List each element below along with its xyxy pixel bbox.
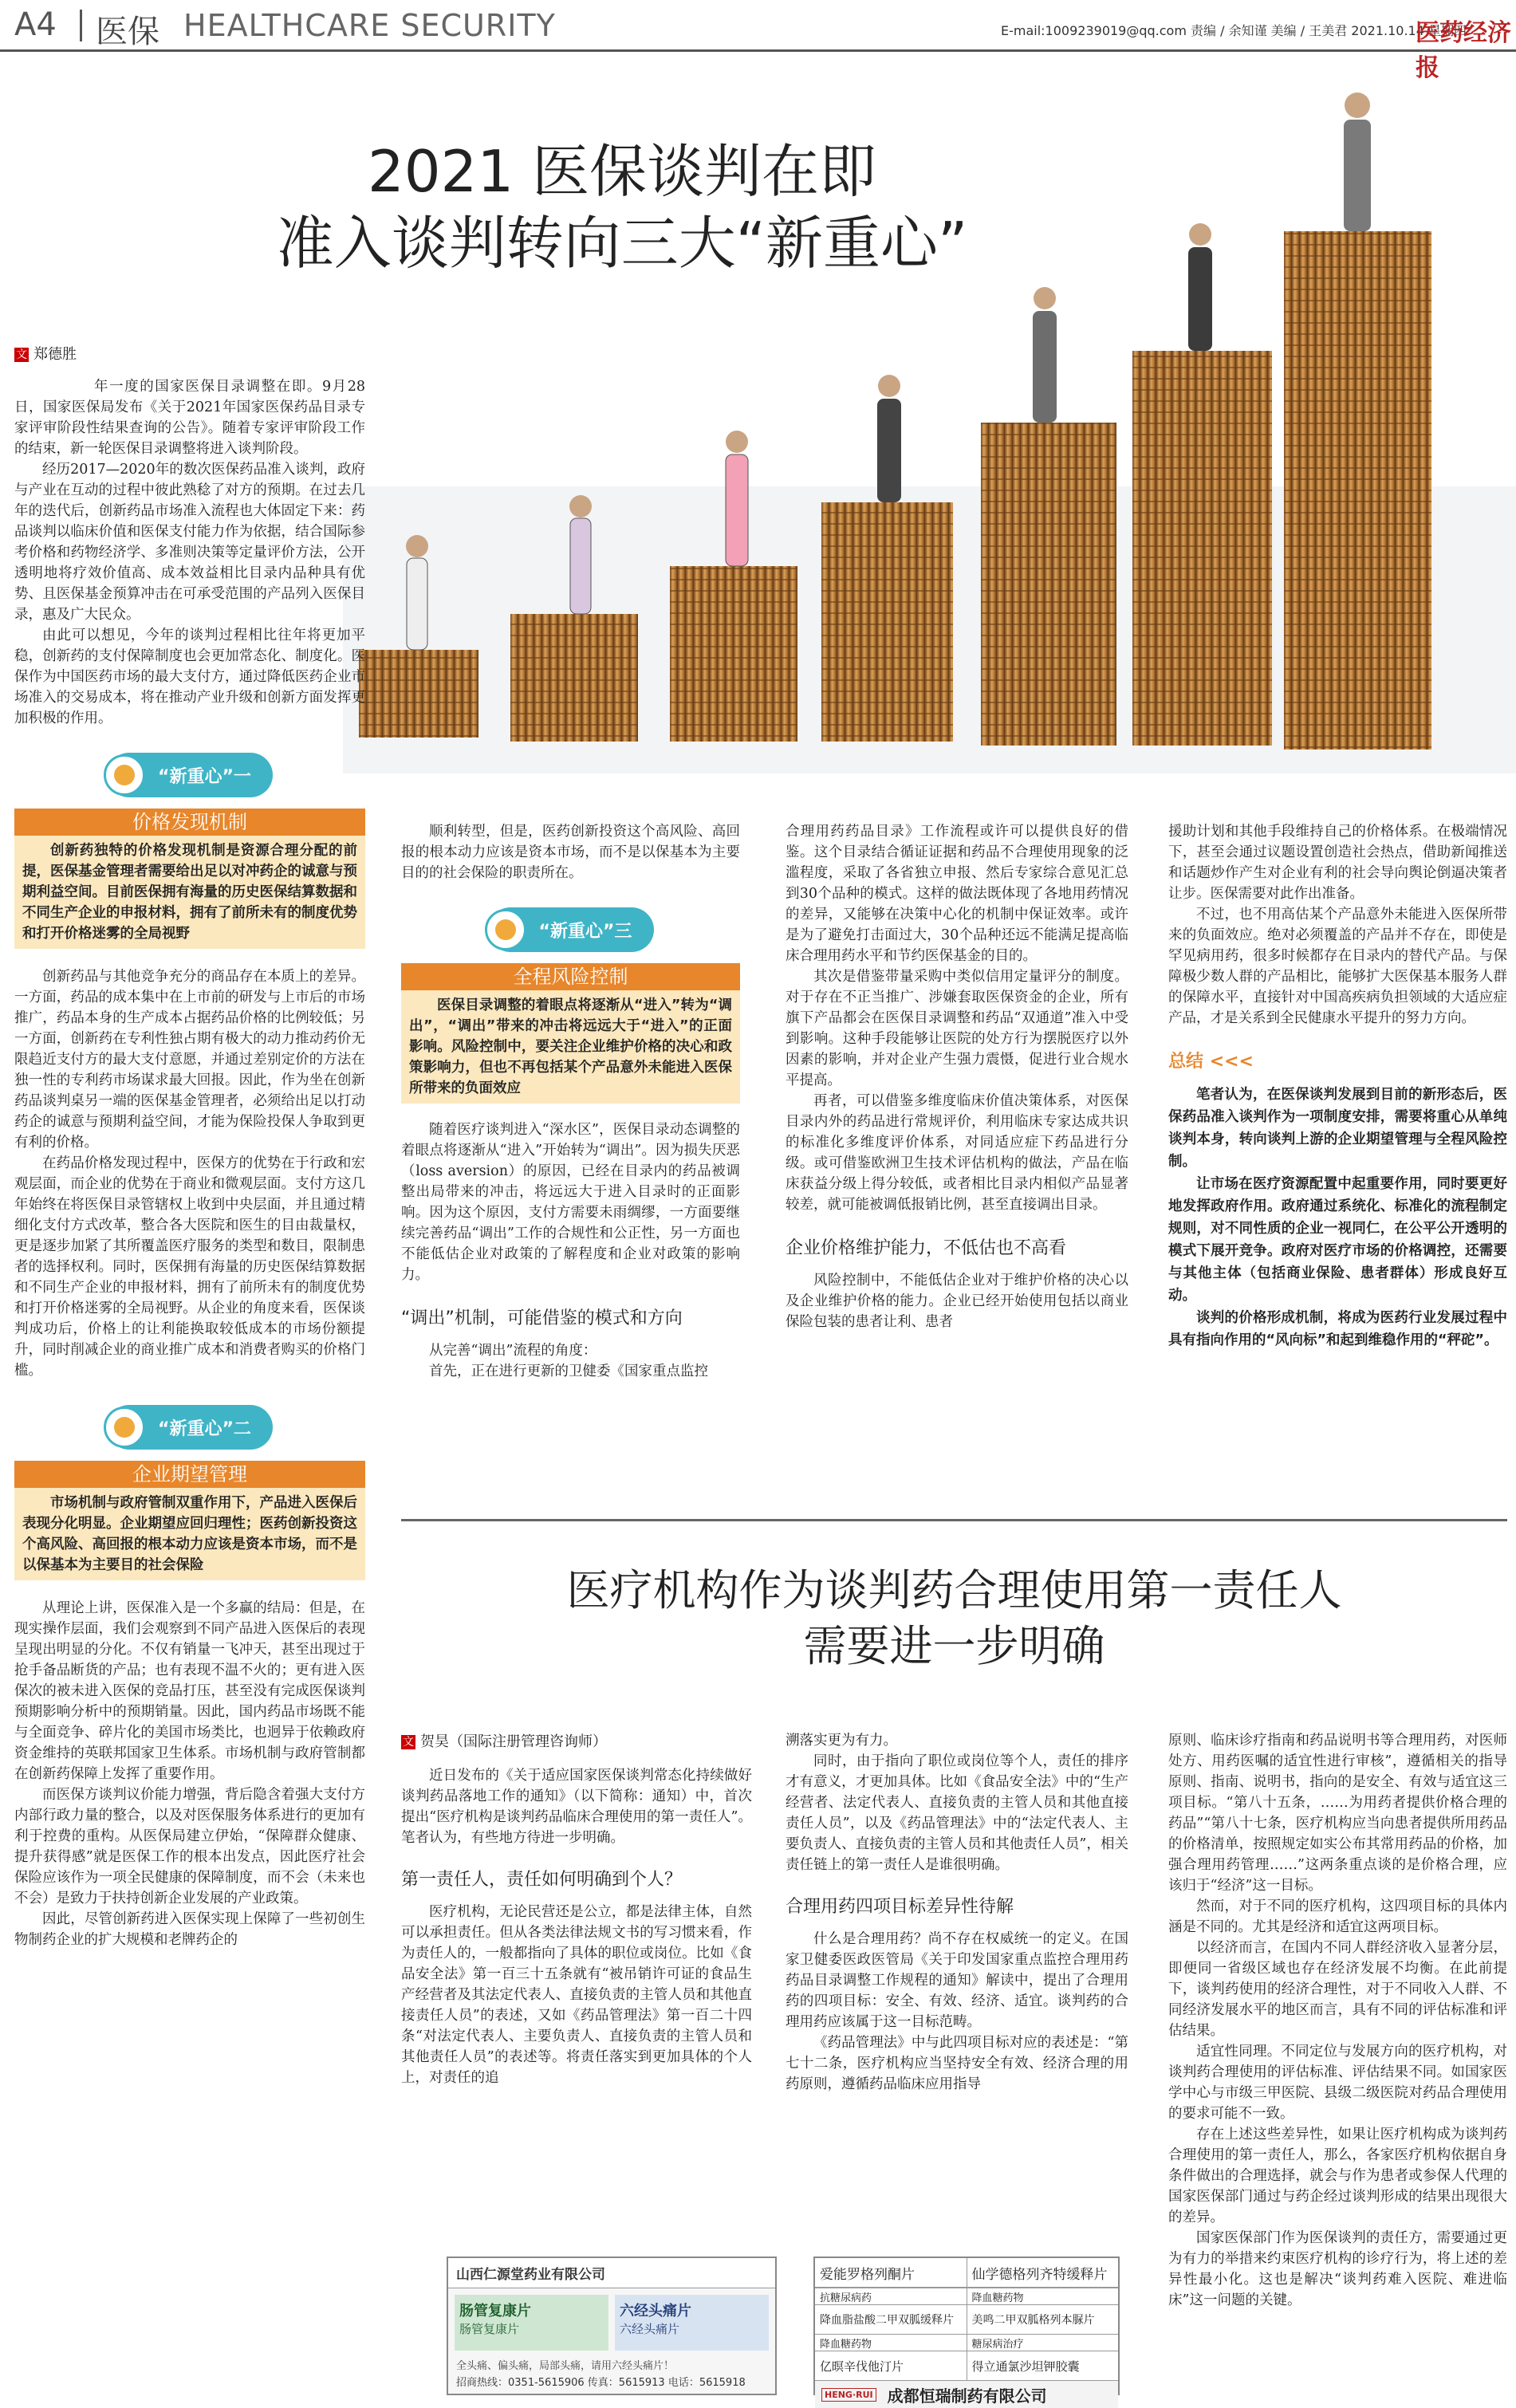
article1-title [144, 136, 1101, 279]
section-bar-expectation: 企业期望管理 [14, 1461, 365, 1488]
subhead-four-goals: 合理用药四项目标差异性待解 [786, 1897, 1014, 1917]
ad-drug-category: 糖尿病治疗 [967, 2335, 1119, 2351]
paragraph: 适宜性同理。不同定位与发展方向的医疗机构，对谈判药合理使用的评估标准、评估结果不同。如国家医学中心与市级三甲医院、县级二级医院对药品合理使用的要求可能不一致。 [1168, 2044, 1507, 2122]
article1-column-1 [14, 343, 365, 2392]
stack-3 [670, 566, 797, 742]
paragraph: 近日发布的《关于适应国家医保谈判常态化持续做好谈判药品落地工作的通知》（以下简称：通知）中，首次提出“医疗机构是谈判药品临床合理使用的第一责任人”。笔者认为，有些地方待进一步明确。 [401, 1768, 752, 1846]
paragraph: 再者，可以借鉴多维度临床价值决策体系，对医保目录内外的药品进行常规评价，利用临床专家达成共识的标准化多维度评价体系，对同适应症下药品进行分级。或可借鉴欧洲卫生技术评估机构的做法，产品在临床获益分级上得分较低，或者相比目录内相似产品显著较差，就可能被调低报销比例，甚至直接调出目录。 [786, 1093, 1128, 1213]
column2-top [401, 821, 740, 883]
paragraph: 原则、临床诊疗指南和药品说明书等合理用药，对医师处方、用药医嘱的适宜性进行审核”，遵循相关的指导原则、指南、说明书，指向的是安全、有效与适宜这三项目标。“第八十五条，……为用药者提供价格合理的药品”“第八十七条，医疗机构应当向患者提供所用药品的价格清单，按照规定如实公布其常用药品的价格，加强合理用药管理……”这两条重点谈的是价格合理，应该归于“经济”这一目标。 [1168, 1733, 1507, 1894]
ad-right-company: 成都恒瑞制药有限公司 [887, 2386, 1047, 2406]
article2-column-3 [1168, 1730, 1507, 2392]
badge-label: “新重心”三 [538, 921, 632, 942]
article2-title-line2: 需要进一步明确 [803, 1621, 1105, 1671]
stack-5 [981, 423, 1116, 746]
price-maintenance-body [786, 1270, 1128, 1332]
paragraph: 谈判的价格形成机制，将成为医药行业发展过程中具有指向作用的“风向标”和起到维稳作用的“秤砣”。 [1168, 1310, 1507, 1348]
ad-right-row [815, 2305, 1118, 2335]
advertisement-right[interactable] [813, 2257, 1120, 2406]
ad-drug-item: 美鸣二甲双胍格列本脲片 [967, 2305, 1119, 2335]
article1-column-3 [786, 821, 1128, 1483]
badge-label: “新重心”一 [158, 766, 251, 787]
ad-drug-item: 仙学德格列齐特缓释片 [967, 2258, 1119, 2288]
paragraph: 而医保方谈判议价能力增强，背后隐含着强大支付方内部行政力量的整合，以及对医保服务体系进行的更加有利于控费的重构。从医保局建立伊始，“保障群众健康、提升获得感”就是医保工作的根本出发点，因此医疗社会保险应该作为一项全民健康的保障制度，而不会（未来也不会）是致力于扶持创新企业发展的产业政策。 [14, 1787, 365, 1906]
section-expectation-body [14, 1598, 365, 1950]
article1-column-4 [1168, 821, 1507, 1483]
paragraph: 以经济而言，在国内不同人群经济收入显著分层，即便同一省级区域也存在经济发展不均衡。在此前提下，谈判药使用的经济合理性，对于不同收入人群、不同经济发展水平的地区而言，具有不同的评估标准和评估结果。 [1168, 1940, 1507, 2039]
article1-intro [14, 376, 365, 729]
paragraph: 风险控制中，不能低估企业对于维护价格的决心以及企业维护价格的能力。企业已经开始使用包括以商业保险包装的患者让利、患者 [786, 1273, 1128, 1330]
article2-intro [401, 1765, 752, 1848]
article2-title [401, 1563, 1507, 1674]
badge-icon [485, 909, 526, 950]
ad-right-row [815, 2335, 1118, 2351]
section-number: A4 [14, 6, 57, 43]
ad-right-row [815, 2288, 1118, 2305]
lead-expectation: 市场机制与政府管制双重作用下，产品进入医保后表现分化明显。企业期望应回归理性；医药创新投资这个高风险、高回报的根本动力应该是资本市场，而不是以保基本为主要目的社会保险 [14, 1488, 365, 1580]
article2-col3-body [1168, 1730, 1507, 2311]
ad-left-tagline: 全头痛、偏头痛，局部头痛，请用六经头痛片！ [456, 2360, 675, 2372]
article1-byline [14, 343, 365, 364]
paragraph: 国家医保部门作为医保谈判的责任方，需要通过更为有力的举措来约束医疗机构的诊疗行为，将上述的差异性最小化。这也是解决“谈判药难入医院、难进临床”这一问题的关键。 [1168, 2230, 1507, 2308]
section-english: HEALTHCARE SECURITY [183, 8, 556, 43]
badge-new-focus-2 [107, 1405, 273, 1450]
ad-product-name: 肠管复康片 [459, 2322, 520, 2336]
article1-column-2 [401, 821, 740, 1483]
paragraph: 在药品价格发现过程中，医保方的优势在于行政和宏观层面，而企业的优势在于商业和微观层面。支付方这几年始终在将医保目录管辖权上收到中央层面，并且通过精细化支付方式改革，整合各大医院和医生的目由裁量权，更是逐步加紧了其所覆盖医疗服务的类型和数目，限制患者的选择权利。同时，医保拥有海量的历史医保结算数据和不同生产企业的申报材料，拥有了前所未有的制度优势和打开价格迷雾的全局视野。从企业的角度来看，医保谈判成功后，价格上的让利能换取较低成本的市场份额提升，同时削减企业的商业推广成本和消费者购买的价格门槛。 [14, 1155, 365, 1379]
lead-price-discovery: 创新药独特的价格发现机制是资源合理分配的前提，医保基金管理者需要给出足以对冲药企的诚意与预期利益空间。目前医保拥有海量的历史医保结算数据和不同生产企业的申报材料，拥有了前所未有的制度优势和打开价格迷雾的全局视野 [14, 836, 365, 949]
subhead-first-responsible: 第一责任人，责任如何明确到个人？ [401, 1870, 683, 1890]
ad-drug-item: 得立通氯沙坦钾胶囊 [967, 2351, 1119, 2381]
ad-product-box [615, 2295, 769, 2351]
badge-icon [104, 1407, 145, 1448]
article2-column-2 [786, 1730, 1128, 2241]
paragraph: 随着医疗谈判进入“深水区”，医保目录动态调整的着眼点将逐渐从“进入”开始转为“调出”。因为损失厌恶（loss aversion）的原因，已经在目录内的药品被调整出局带来的冲击，将远远大于进入目录时的正面影响。因为这个原因，支付方需要未雨绸缪，一方面要继续完善药品“调出”工作的合规性和公正性，另一方面也不能低估企业对政策的了解程度和企业对政策的影响力。 [401, 1122, 740, 1283]
paragraph: 由此可以想见，今年的谈判过程相比往年将更加平稳，创新药的支付保障制度也会更加常态化、制度化。医保作为中国医药市场的最大支付方，通过降低医药企业市场准入的交易成本，将在推动产业升级和创新方面发挥更加积极的作用。 [14, 628, 365, 726]
article-divider [401, 1519, 1507, 1521]
ad-drug-category: 降血糖药物 [967, 2288, 1119, 2305]
paragraph: 存在上述这些差异性，如果让医疗机构成为谈判药合理使用的第一责任人，那么，各家医疗机构依据自身条件做出的合理选择，就会与作为患者或参保人代理的国家医保部门通过与药企经过谈判形成的结果出现很大的差异。 [1168, 2127, 1507, 2225]
article2-byline [401, 1730, 752, 1751]
ad-product-name: 肠管复康片 [459, 2303, 531, 2319]
paragraph: 经历2017—2020年的数次医保药品准入谈判，政府与产业在互动的过程中彼此熟稔了对方的预期。在过去几年的迭代后，创新药品市场准入流程也大体固定下来：药品谈判以临床价值和医保支付能力作为依据，结合国际参考价格和药物经济学、多准则决策等定量评价方法，公开透明地将疗效价值高、成本效益相比目录内品种具有优势、且医保基金预算冲击在可承受范围的产品列入医保目录，惠及广大民众。 [14, 462, 365, 623]
ad-left-company: 山西仁源堂药业有限公司 [448, 2258, 775, 2288]
stack-7 [1284, 231, 1431, 750]
ad-drug-item: 降血脂盐酸二甲双胍缓释片 [815, 2305, 967, 2335]
badge-label: “新重心”二 [158, 1418, 251, 1439]
badge-icon [104, 754, 145, 796]
ad-left-contact: 招商热线：0351-5615906 传真：5615913 电话：5615918 [456, 2377, 746, 2389]
subhead-exit-mechanism: “调出”机制，可能借鉴的模式和方向 [401, 1308, 683, 1328]
ad-product-name: 六经头痛片 [620, 2303, 691, 2319]
article2-title-line1: 医疗机构作为谈判药合理使用第一责任人 [566, 1565, 1342, 1615]
paragraph: 援助计划和其他手段维持自己的价格体系。在极端情况下，甚至会通过议题设置创造社会热点，借助新闻推送和话题炒作产生对企业有利的社会导向舆论倒逼决策者让步。医保需要对此作出准备。 [1168, 824, 1507, 902]
ad-right-row [815, 2258, 1118, 2288]
article2-author: 贺昊（国际注册管理咨询师） [420, 1733, 607, 1750]
ad-right-row [815, 2351, 1118, 2381]
column3-body [786, 821, 1128, 1215]
section-risk-control-body [401, 1119, 740, 1285]
page-header [0, 0, 1516, 82]
advertisement-left[interactable] [447, 2257, 777, 2395]
column4-body [1168, 821, 1507, 1029]
subhead-price-maintenance: 企业价格维护能力，不低估也不高看 [786, 1238, 1067, 1258]
paragraph: 合理用药药品目录》工作流程或许可以提供良好的借鉴。这个目录结合循证证据和药品不合理使用现象的泛滥程度，采取了各省独立申报、然后专家综合意见汇总到30个品种的模式。这样的做法既体现了各地用药情况的差异，又能够在决策中心化的机制中保证效率。或许是为了避免打击面过大，30个品种还远不能满足提高临床合理用药水平和节约医保基金的目的。 [786, 824, 1128, 964]
header-divider [80, 10, 82, 41]
ad-right-logo: HENG·RUI [821, 2388, 876, 2402]
article1-title-line1: 2021 医保谈判在即 [367, 138, 877, 205]
newspaper-brand: 医药经济报 [1416, 19, 1511, 82]
stack-4 [821, 502, 953, 742]
author-mark-icon: 文 [403, 1736, 414, 1749]
ad-drug-category: 抗糖尿病药 [815, 2288, 967, 2305]
ad-right-footer [815, 2381, 1118, 2408]
paragraph: 溯落实更为有力。 [786, 1733, 897, 1749]
section-bar-price-discovery: 价格发现机制 [14, 809, 365, 836]
paragraph: 因此，尽管创新药进入医保实现上保障了一些初创生物制药企业的扩大规模和老牌药企的 [14, 1911, 365, 1948]
paragraph: 让市场在医疗资源配置中起重要作用，同时要更好地发挥政府作用。政府通过系统化、标准化的流程制定规则，对不同性质的企业一视同仁，在公平公开透明的模式下展开竞争。政府对医疗市场的价格调控，还需要与其他主体（包括商业保险、患者群体）形成良好互动。 [1168, 1176, 1507, 1304]
article2-column-1 [401, 1730, 752, 2241]
first-responsible-body [401, 1902, 752, 2088]
section-name: 医保 [96, 14, 159, 50]
stack-1 [359, 650, 478, 738]
summary-label: 总结 [1168, 1052, 1204, 1072]
summary-heading [1168, 1048, 1507, 1072]
paragraph: 年一度的国家医保目录调整在即。9月28日，国家医保局发布《关于2021年国家医保药品目录专家评审阶段性结果查询的公告》。随着专家评审阶段工作的结束，新一轮医保目录调整将进入谈判阶段。 [14, 379, 365, 457]
paragraph: 《药品管理法》中与此四项目标对应的表述是：“第七十二条，医疗机构应当坚持安全有效、经济合理的用药原则，遵循药品临床应用指导 [786, 2035, 1128, 2092]
paragraph: 不过，也不用高估某个产品意外未能进入医保所带来的负面效应。绝对必须覆盖的产品并不存在，即使是罕见病用药，很多时候都存在目录内的替代产品。与保障极少数人群的产品相比，能够扩大医保基本服务人群的保障水平，直接针对中国高疾病负担领域的大适应症产品，才是关系到全民健康水平提升的努力方向。 [1168, 907, 1507, 1026]
paragraph: 然而，对于不同的医疗机构，这四项目标的具体内涵是不同的。尤其是经济和适宜这两项目标。 [1168, 1898, 1507, 1935]
paragraph: 首先，正在进行更新的卫健委《国家重点监控 [429, 1363, 708, 1379]
section-bar-risk-control: 全程风险控制 [401, 963, 740, 990]
ad-product-name: 六经头痛片 [620, 2322, 680, 2336]
paragraph: 笔者认为，在医保谈判发展到目前的新形态后，医保药品准入谈判作为一项制度安排，需要将重心从单纯谈判本身，转向谈判上游的企业期望管理与全程风险控制。 [1168, 1087, 1507, 1170]
ad-drug-category: 降血糖药物 [815, 2335, 967, 2351]
paragraph: 什么是合理用药？尚不存在权威统一的定义。在国家卫健委医政医管局《关于印发国家重点监控合理用药药品目录调整工作规程的通知》解读中，提出了合理用药的四项目标：安全、有效、经济、适宜。谈判药的合理用药应该属于这一目标范畴。 [786, 1931, 1128, 2030]
author-mark-icon: 文 [16, 348, 27, 361]
paragraph: 医疗机构，无论民营还是公立，都是法律主体，自然可以承担责任。但从各类法律法规文书的写习惯来看，作为责任人的，一般都指向了具体的职位或岗位。比如《食品安全法》第一百三十五条就有“被吊销许可证的食品生产经营者及其法定代表人、直接负责的主管人员和其他直接责任人员”的表述，又如《药品管理法》第一百二十四条“对法定代表人、主要负责人、直接负责的主管人员和其他责任人员”的表述等。将责任落实到更加具体的个人上，对责任的追 [401, 1904, 752, 2086]
summary-body [1168, 1084, 1507, 1352]
paragraph: 从完善“调出”流程的角度： [429, 1343, 597, 1359]
editor-meta: E-mail:1009239019@qq.com 责编 / 余知谨 美编 / 王美君 2021.10.14 星期四 [1001, 23, 1467, 38]
ad-drug-item: 爱能罗格列酮片 [815, 2258, 967, 2288]
paragraph: 从理论上讲，医保准入是一个多赢的结局：但是，在现实操作层面，我们会观察到不同产品进入医保后的表现呈现出明显的分化。不仅有销量一飞冲天，甚至出现过于抢手备品断货的产品；也有表现不温不火的；更有进入医保次的被未进入医保的竞品打压，甚至没有完成医保谈判预期影响分析中的预期销量。因此，国内药品市场既不能与全面竞争、碎片化的美国市场类比，也迥异于依赖政府资金维持的英联邦国家卫生体系。市场机制与政府管制都在创新药保障上发挥了重要作用。 [14, 1600, 365, 1782]
lead-risk-control: 医保目录调整的着眼点将逐渐从“进入”转为“调出”，“调出”带来的冲击将远远大于“进入”的正面影响。风险控制中，要关注企业维护价格的决心和政策影响力，但也不再包括某个产品意外未能进入医保所带来的负面效应 [401, 990, 740, 1104]
exit-mechanism-body [401, 1340, 740, 1382]
summary-arrows-icon: <<< [1209, 1052, 1254, 1072]
paragraph: 其次是借鉴带量采购中类似信用定量评分的制度。对于存在不正当推广、涉嫌套取医保资金的企业，所有旗下产品都会在医保目录调整和药品“双通道”准入中受到影响。这种手段能够让医院的处方行为摆脱医疗以外因素的影响，并对企业产生强力震慑，促进行业合规水平提高。 [786, 969, 1128, 1088]
badge-new-focus-3 [488, 907, 654, 952]
ad-product-box [455, 2295, 608, 2351]
article1-title-line2: 准入谈判转向三大“新重心” [276, 210, 968, 277]
paragraph: 顺利转型，但是，医药创新投资这个高风险、高回报的根本动力应该是资本市场，而不是以保基本为主要目的的社会保险的职责所在。 [401, 824, 740, 881]
paragraph: 创新药品与其他竞争充分的商品存在本质上的差异。一方面，药品的成本集中在上市前的研发与上市后的市场推广，药品本身的生产成本占据药品价格的比例较低；另一方面，创新药在专利性独占期有极大的动力推动药价无限趋近支付方的最大支付意愿，并通过差别定价的方法在独一性的专利药市场谋求最大回报。因此，作为坐在创新药品谈判桌另一端的医保基金管理者，必须给出足以打动药企的诚意与预期利益空间，才能为保险投保人争取到更有利的价格。 [14, 969, 365, 1151]
badge-new-focus-1 [107, 753, 273, 797]
article1-author: 郑德胜 [33, 346, 77, 363]
article2-col2-body [786, 1730, 1128, 1875]
stack-6 [1132, 351, 1272, 746]
paragraph: 同时，由于指向了职位或岗位等个人，责任的排序才有意义，才更加具体。比如《食品安全法》中的“生产经营者、法定代表人、直接负责的主管人员和其他直接责任人员”，以及《药品管理法》中的“法定代表人、主要负责人、直接负责的主管人员和其他责任人员”，相关责任链上的第一责任人是谁很明确。 [786, 1753, 1128, 1873]
four-goals-body [786, 1929, 1128, 2095]
ad-drug-item: 亿暝辛伐他汀片 [815, 2351, 967, 2381]
section-price-discovery-body [14, 966, 365, 1381]
stack-2 [510, 614, 638, 742]
